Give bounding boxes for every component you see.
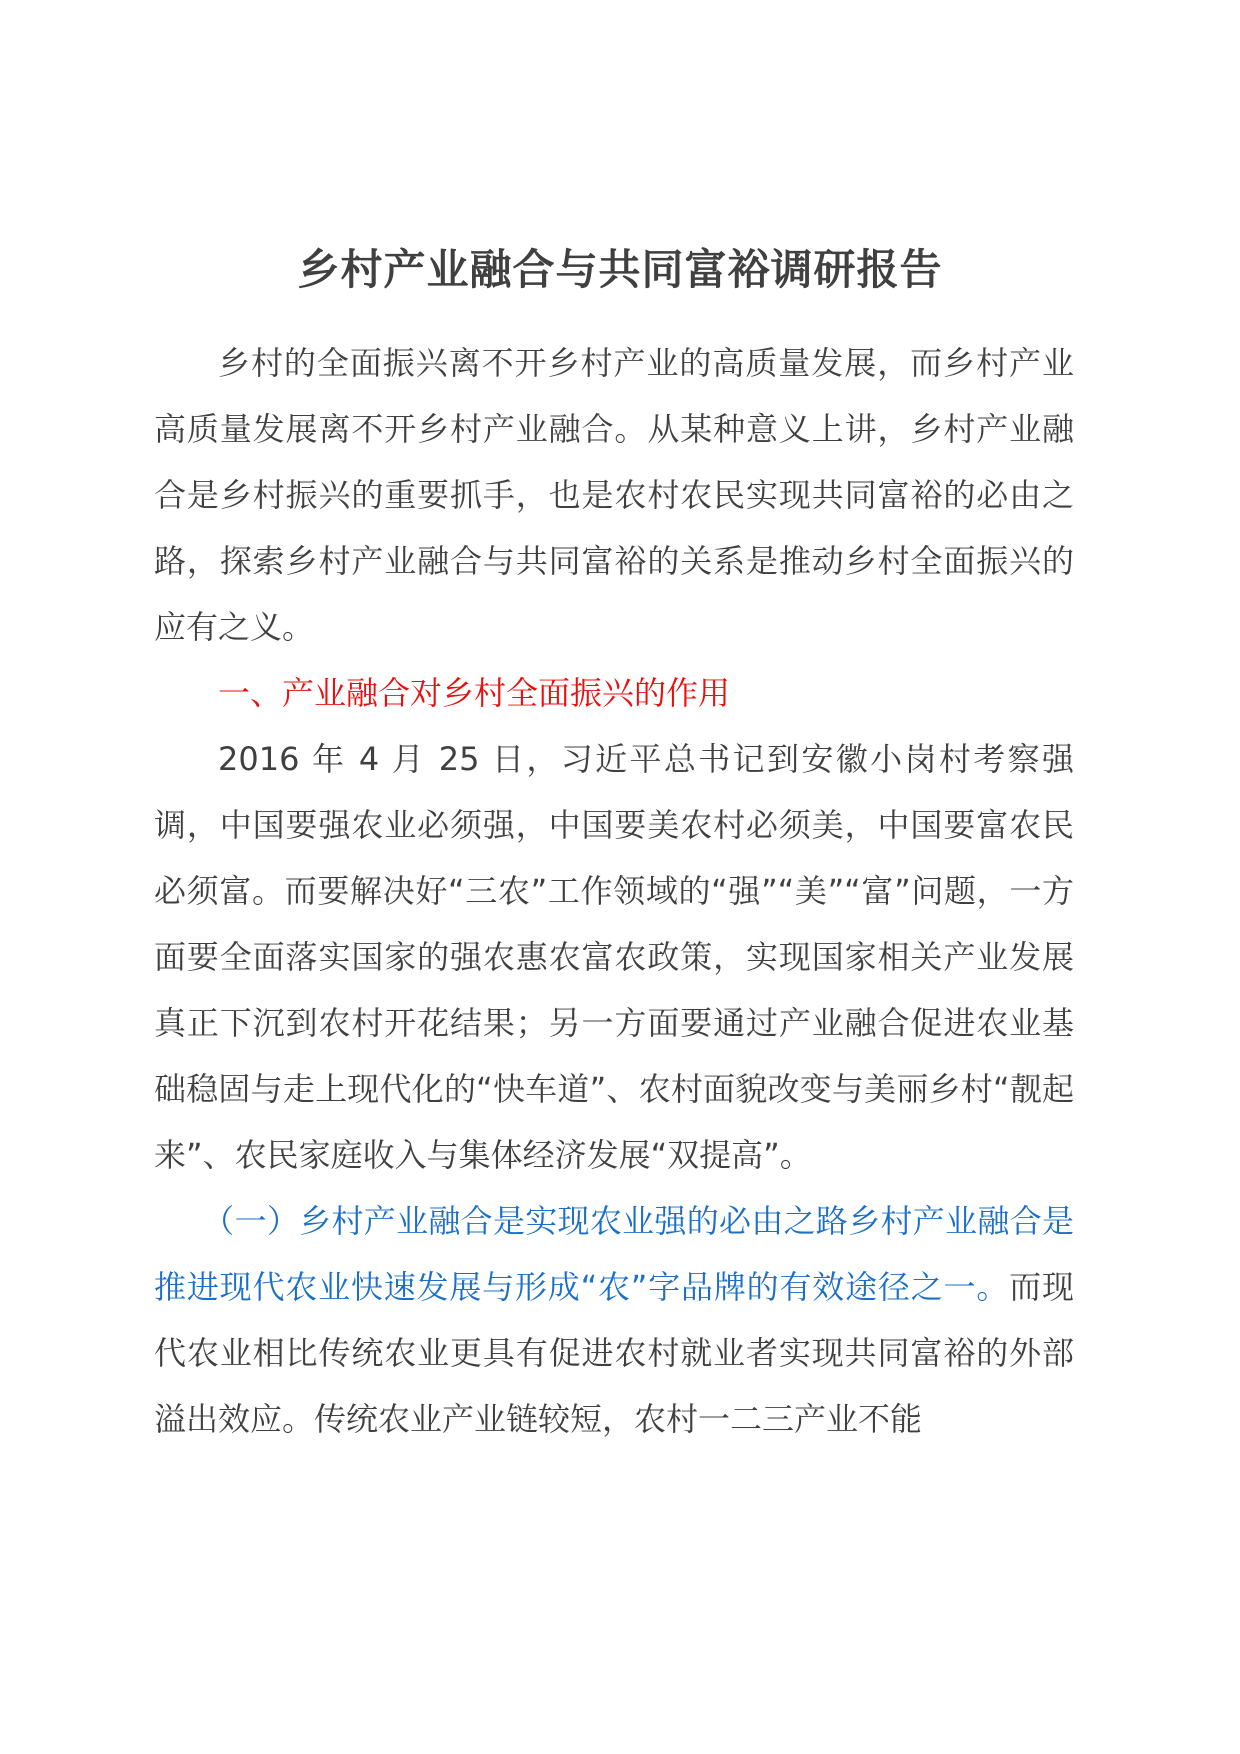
intro-paragraph: 乡村的全面振兴离不开乡村产业的高质量发展，而乡村产业高质量发展离不开乡村产业融合。从某种意义上讲，乡村产业融合是乡村振兴的重要抓手，也是农村农民实现共同富裕的必由之路，探索乡村产业融合与共同富裕的关系是推动乡村全面振兴的应有之义。	[154, 344, 1074, 646]
subsection-body: 而现代农业相比传统农业更具有促进农村就业者实现共同富裕的外部溢出效应。传统农业产业链较短，农村一二三产业不能	[154, 1268, 1074, 1438]
section-heading: 一、产业融合对乡村全面振兴的作用	[218, 674, 731, 712]
document-body	[154, 330, 1074, 1452]
subsection-paragraph	[154, 1188, 1074, 1452]
subsection-heading: （一）乡村产业融合是实现农业强的必由之路乡村产业融合是推进现代农业快速发展与形成“农”字品牌的有效途径之一。	[154, 1202, 1074, 1306]
section-paragraph: 2016 年 4 月 25 日，习近平总书记到安徽小岗村考察强调，中国要强农业必须强，中国要美农村必须美，中国要富农民必须富。而要解决好“三农”工作领域的“强”“美”“富”问题，一方面要全面落实国家的强农惠农富农政策，实现国家相关产业发展真正下沉到农村开花结果；另一方面要通过产业融合促进农业基础稳固与走上现代化的“快车道”、农村面貌改变与美丽乡村“靓起来”、农民家庭收入与集体经济发展“双提高”。	[154, 740, 1074, 1174]
document-title: 乡村产业融合与共同富裕调研报告	[297, 245, 943, 294]
